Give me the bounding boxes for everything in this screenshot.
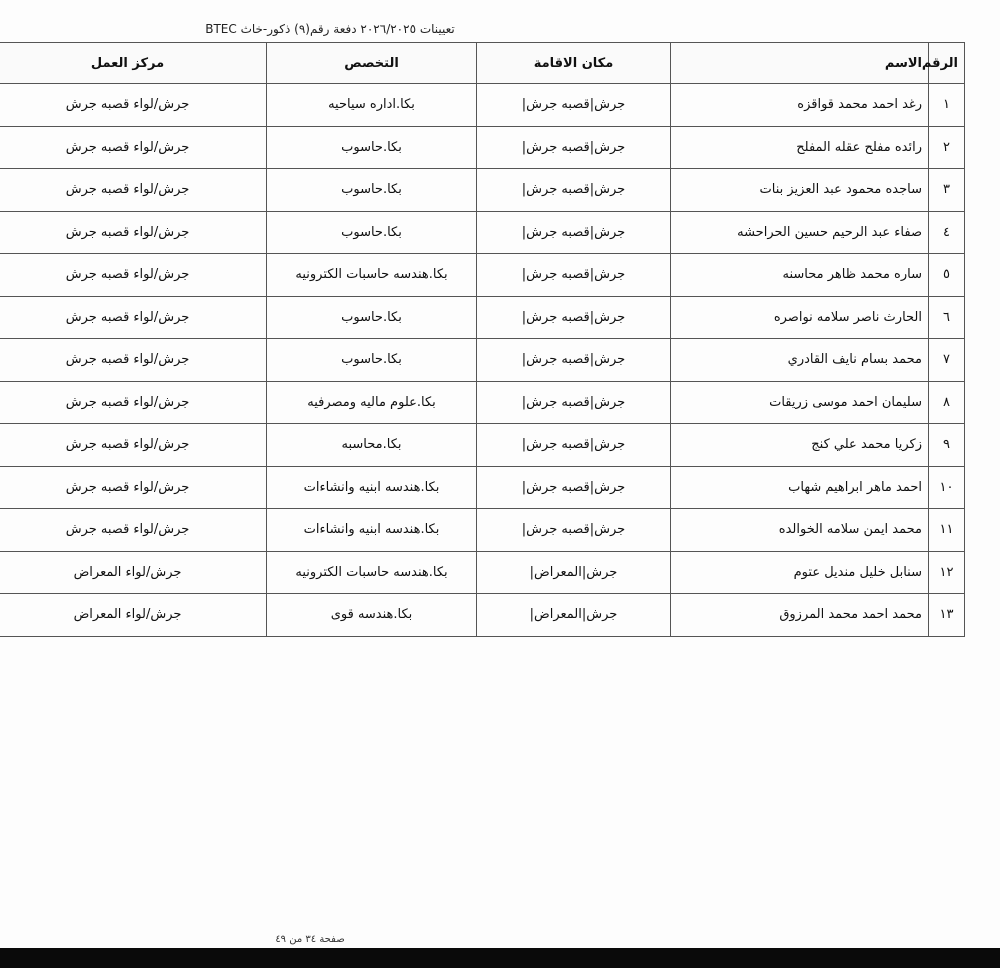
row-residence: جرش|قصبه جرش| [477, 466, 671, 509]
header-specialization: التخصص [267, 43, 477, 84]
row-number: ١١ [929, 509, 965, 552]
row-name: ساجده محمود عبد العزيز بنات [671, 169, 929, 212]
table-header-row [0, 43, 965, 84]
scan-bottom-edge [0, 948, 1000, 968]
header-name: الاسم [671, 43, 929, 84]
row-residence: جرش|المعراض| [477, 551, 671, 594]
row-number: ٨ [929, 381, 965, 424]
row-name: سليمان احمد موسى زريقات [671, 381, 929, 424]
row-workplace: جرش/لواء قصبه جرش [0, 381, 267, 424]
row-workplace: جرش/لواء قصبه جرش [0, 211, 267, 254]
row-residence: جرش|قصبه جرش| [477, 254, 671, 297]
row-workplace: جرش/لواء قصبه جرش [0, 509, 267, 552]
table-row [0, 254, 965, 297]
row-number: ١٣ [929, 594, 965, 637]
row-specialization: بكا.حاسوب [267, 211, 477, 254]
row-name: الحارث ناصر سلامه نواصره [671, 296, 929, 339]
row-specialization: بكا.علوم ماليه ومصرفيه [267, 381, 477, 424]
row-workplace: جرش/لواء المعراض [0, 594, 267, 637]
row-workplace: جرش/لواء قصبه جرش [0, 339, 267, 382]
row-name: رائده مفلح عقله المفلح [671, 126, 929, 169]
row-workplace: جرش/لواء قصبه جرش [0, 84, 267, 127]
page-number-footer: صفحة ٣٤ من ٤٩ [275, 934, 345, 945]
row-name: محمد احمد محمد المرزوق [671, 594, 929, 637]
row-residence: جرش|قصبه جرش| [477, 381, 671, 424]
row-specialization: بكا.هندسه قوى [267, 594, 477, 637]
row-number: ٥ [929, 254, 965, 297]
header-residence: مكان الاقامة [477, 43, 671, 84]
row-name: سنابل خليل منديل عتوم [671, 551, 929, 594]
row-number: ٢ [929, 126, 965, 169]
table-row [0, 169, 965, 212]
row-specialization: بكا.حاسوب [267, 169, 477, 212]
row-name: رغد احمد محمد قواقزه [671, 84, 929, 127]
row-workplace: جرش/لواء قصبه جرش [0, 126, 267, 169]
row-number: ٦ [929, 296, 965, 339]
row-name: زكريا محمد علي كنج [671, 424, 929, 467]
row-number: ١ [929, 84, 965, 127]
row-workplace: جرش/لواء المعراض [0, 551, 267, 594]
row-name: صفاء عبد الرحيم حسين الحراحشه [671, 211, 929, 254]
row-specialization: بكا.حاسوب [267, 126, 477, 169]
row-specialization: بكا.هندسه ابنيه وانشاءات [267, 466, 477, 509]
appointments-table [0, 42, 965, 637]
document-title: تعيينات ٢٠٢٦/٢٠٢٥ دفعة رقم(٩) ذكور-خاث BTEC [205, 22, 455, 36]
row-number: ٤ [929, 211, 965, 254]
row-residence: جرش|المعراض| [477, 594, 671, 637]
row-specialization: بكا.هندسه حاسبات الكترونيه [267, 551, 477, 594]
row-residence: جرش|قصبه جرش| [477, 169, 671, 212]
row-name: محمد بسام نايف القادري [671, 339, 929, 382]
row-residence: جرش|قصبه جرش| [477, 84, 671, 127]
row-name: احمد ماهر ابراهيم شهاب [671, 466, 929, 509]
table-row [0, 551, 965, 594]
row-specialization: بكا.هندسه ابنيه وانشاءات [267, 509, 477, 552]
table-row [0, 509, 965, 552]
row-specialization: بكا.حاسوب [267, 339, 477, 382]
header-workplace: مركز العمل [0, 43, 267, 84]
table-row [0, 84, 965, 127]
row-workplace: جرش/لواء قصبه جرش [0, 424, 267, 467]
row-specialization: بكا.هندسه حاسبات الكترونيه [267, 254, 477, 297]
row-number: ٣ [929, 169, 965, 212]
row-specialization: بكا.اداره سياحيه [267, 84, 477, 127]
row-name: ساره محمد ظاهر محاسنه [671, 254, 929, 297]
table-row [0, 594, 965, 637]
row-name: محمد ايمن سلامه الخوالده [671, 509, 929, 552]
row-workplace: جرش/لواء قصبه جرش [0, 254, 267, 297]
row-number: ١٢ [929, 551, 965, 594]
row-workplace: جرش/لواء قصبه جرش [0, 169, 267, 212]
row-residence: جرش|قصبه جرش| [477, 339, 671, 382]
row-residence: جرش|قصبه جرش| [477, 509, 671, 552]
row-number: ٩ [929, 424, 965, 467]
table-row [0, 466, 965, 509]
row-number: ١٠ [929, 466, 965, 509]
table-row [0, 424, 965, 467]
row-residence: جرش|قصبه جرش| [477, 296, 671, 339]
table-row [0, 211, 965, 254]
table-row [0, 339, 965, 382]
table-row [0, 126, 965, 169]
row-specialization: بكا.حاسوب [267, 296, 477, 339]
row-residence: جرش|قصبه جرش| [477, 126, 671, 169]
row-residence: جرش|قصبه جرش| [477, 424, 671, 467]
table-row [0, 296, 965, 339]
row-specialization: بكا.محاسبه [267, 424, 477, 467]
row-workplace: جرش/لواء قصبه جرش [0, 296, 267, 339]
header-number: الرقم [929, 43, 965, 84]
table-row [0, 381, 965, 424]
row-residence: جرش|قصبه جرش| [477, 211, 671, 254]
row-workplace: جرش/لواء قصبه جرش [0, 466, 267, 509]
row-number: ٧ [929, 339, 965, 382]
